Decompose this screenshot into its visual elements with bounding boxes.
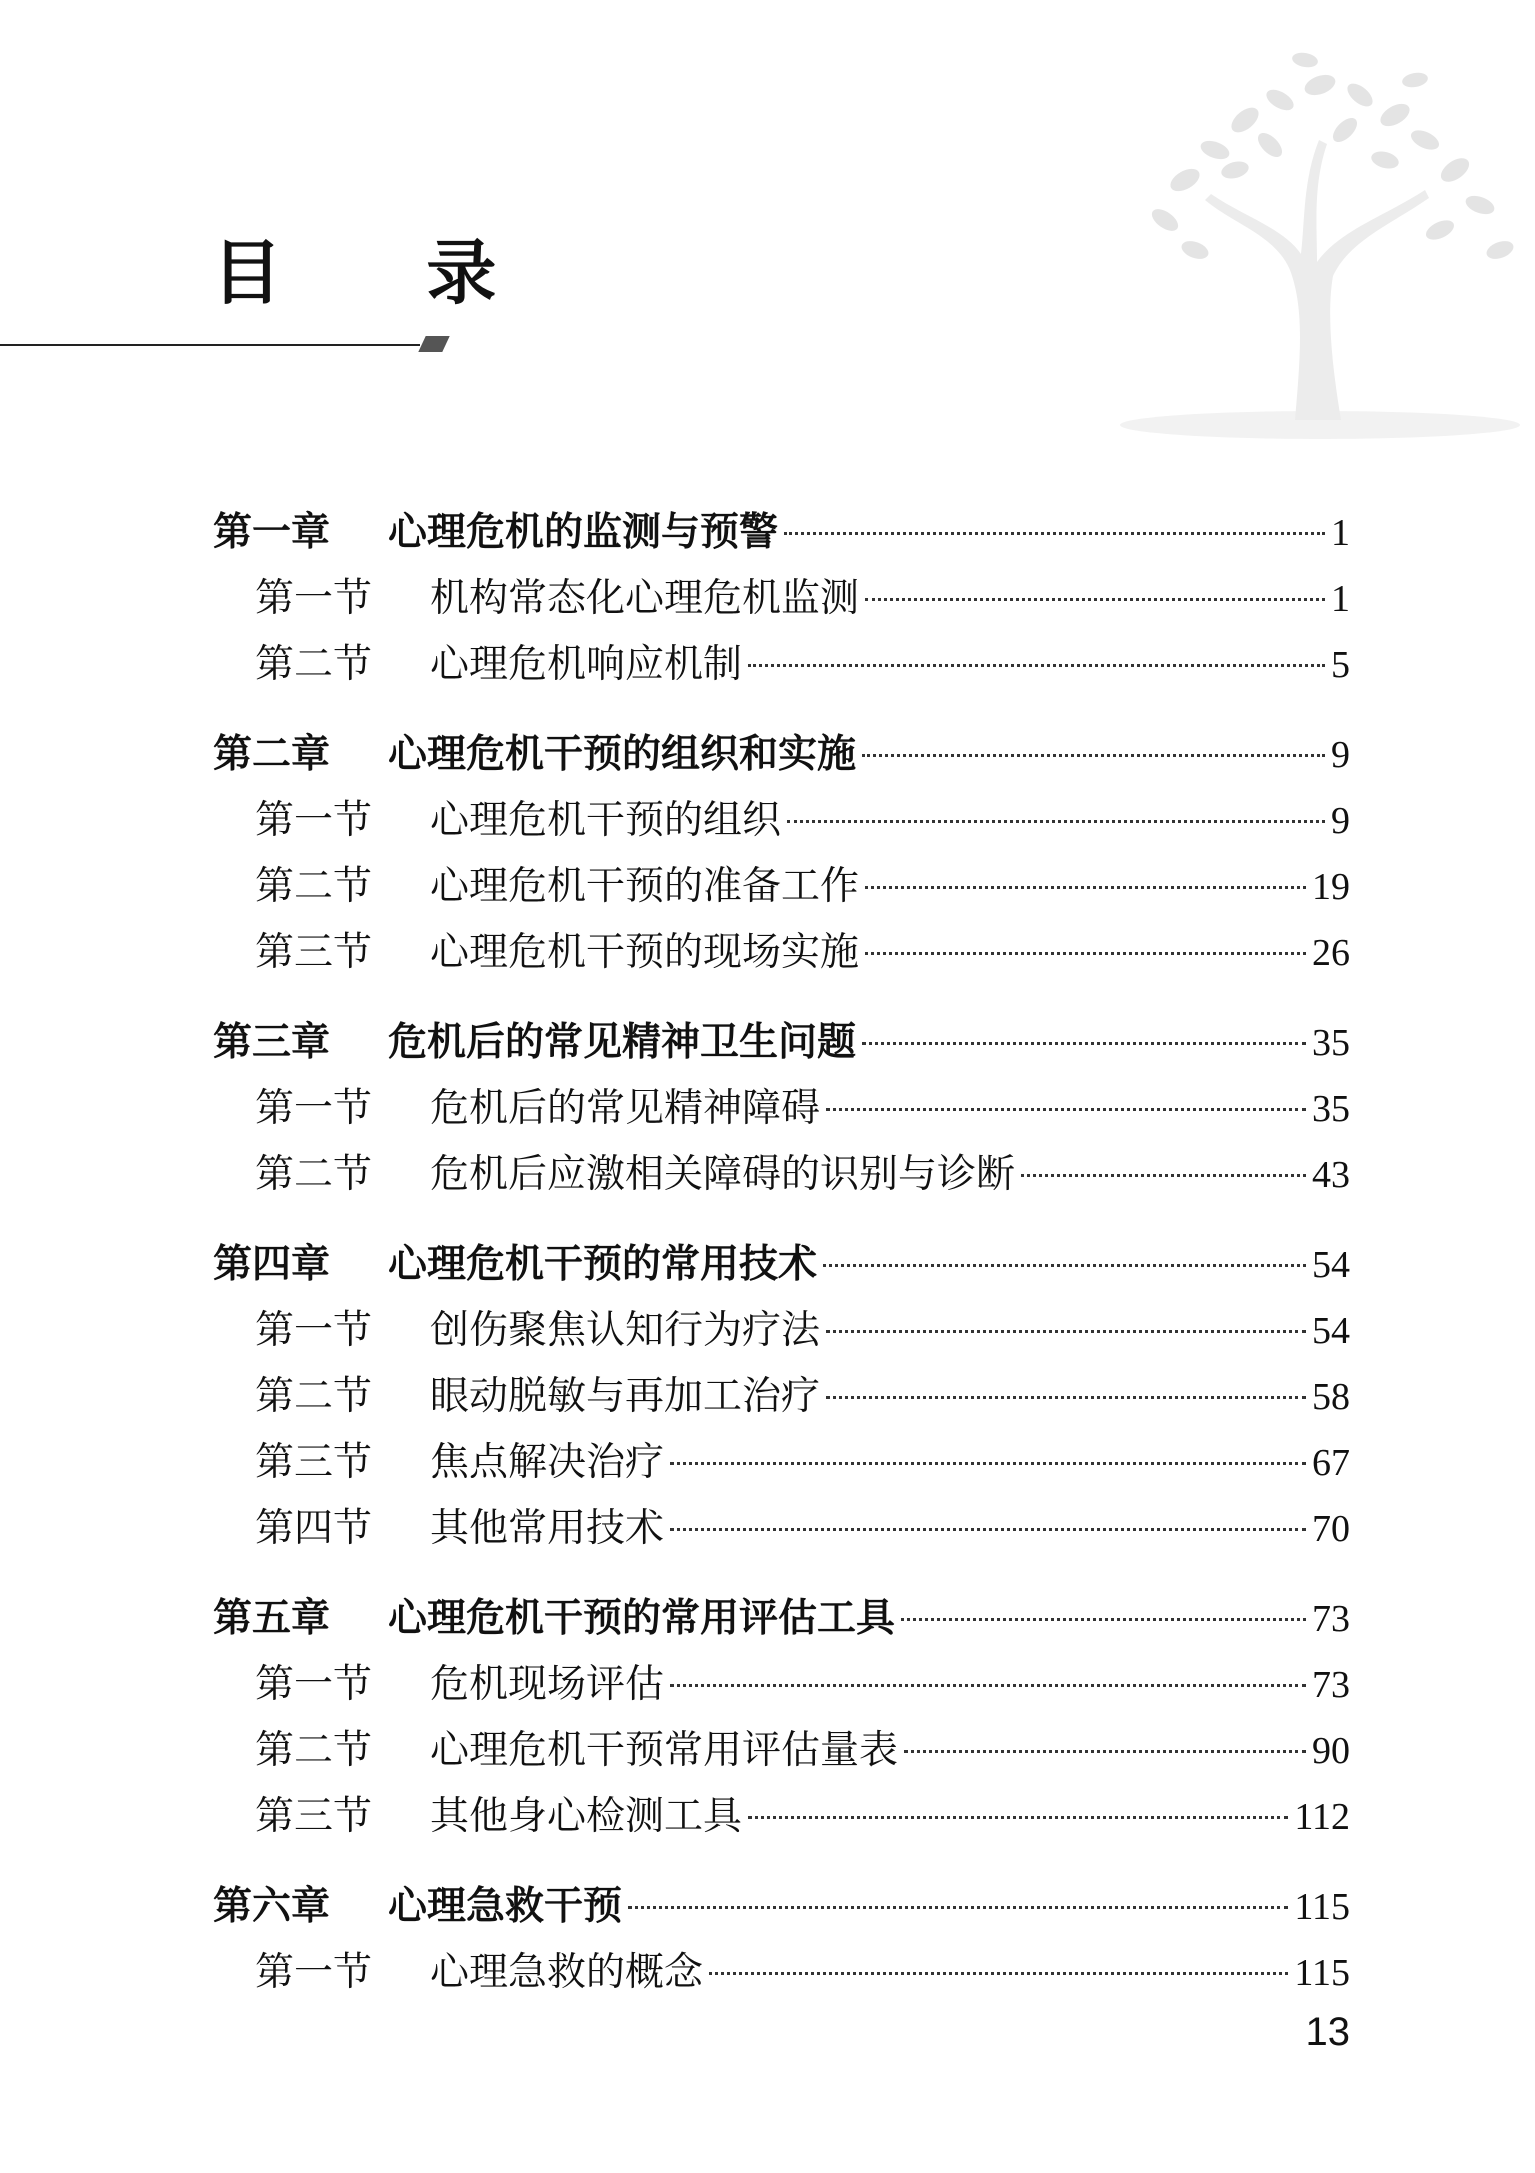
toc-section-number: 第一节 <box>255 798 373 843</box>
toc-section[interactable] <box>213 632 1350 698</box>
toc-section[interactable] <box>213 1940 1350 2006</box>
toc-chapter-number: 第三章 <box>213 1020 331 1065</box>
page-number: 13 <box>1305 2010 1350 2054</box>
chapter-group <box>213 1874 1350 2006</box>
toc-section-title: 危机后的常见精神障碍 <box>430 1086 821 1131</box>
toc-section-title: 危机后应激相关障碍的识别与诊断 <box>430 1152 1016 1197</box>
toc-chapter-page: 115 <box>1294 1886 1350 1928</box>
toc-section-page: 54 <box>1312 1310 1350 1352</box>
toc-section-page: 1 <box>1331 578 1350 620</box>
toc-chapter-title: 危机后的常见精神卫生问题 <box>388 1020 857 1065</box>
toc-section[interactable] <box>213 1364 1350 1430</box>
toc-chapter[interactable] <box>213 1586 1350 1652</box>
chapter-group <box>213 722 1350 986</box>
dot-leader <box>748 664 1325 667</box>
title-underline <box>0 344 420 346</box>
toc-section-title: 其他身心检测工具 <box>430 1794 743 1839</box>
title-underline-mark <box>418 336 449 352</box>
toc-section-number: 第二节 <box>255 1152 373 1197</box>
toc-section-page: 58 <box>1312 1376 1350 1418</box>
dot-leader <box>670 1462 1306 1465</box>
dot-leader <box>865 952 1306 955</box>
toc-chapter[interactable] <box>213 1232 1350 1298</box>
toc-chapter-title: 心理危机干预的常用评估工具 <box>388 1596 896 1641</box>
chapter-group <box>213 500 1350 698</box>
toc-section-page: 26 <box>1312 932 1350 974</box>
toc-section-page: 70 <box>1312 1508 1350 1550</box>
toc-chapter[interactable] <box>213 1874 1350 1940</box>
dot-leader <box>670 1684 1306 1687</box>
toc-section-title: 眼动脱敏与再加工治疗 <box>430 1374 821 1419</box>
dot-leader <box>709 1972 1288 1975</box>
dot-leader <box>787 820 1325 823</box>
toc-section[interactable] <box>213 920 1350 986</box>
dot-leader <box>901 1618 1306 1621</box>
toc-section-page: 90 <box>1312 1730 1350 1772</box>
toc-section-number: 第三节 <box>255 1440 373 1485</box>
toc-section-title: 危机现场评估 <box>430 1662 665 1707</box>
toc-chapter-title: 心理危机干预的常用技术 <box>388 1242 818 1287</box>
chapter-group <box>213 1232 1350 1562</box>
toc-section[interactable] <box>213 1784 1350 1850</box>
toc-section-number: 第二节 <box>255 864 373 909</box>
dot-leader <box>904 1750 1306 1753</box>
toc-section-page: 9 <box>1331 800 1350 842</box>
toc-section-title: 心理危机响应机制 <box>430 642 743 687</box>
toc-section[interactable] <box>213 1652 1350 1718</box>
dot-leader <box>826 1396 1306 1399</box>
toc-section[interactable] <box>213 1142 1350 1208</box>
table-of-contents <box>213 500 1350 2030</box>
toc-section-title: 心理危机干预常用评估量表 <box>430 1728 899 1773</box>
toc-chapter-page: 73 <box>1312 1598 1350 1640</box>
toc-chapter-title: 心理急救干预 <box>388 1884 623 1929</box>
toc-section-page: 35 <box>1312 1088 1350 1130</box>
toc-section[interactable] <box>213 788 1350 854</box>
toc-section-title: 其他常用技术 <box>430 1506 665 1551</box>
page-title: 目 录 <box>212 231 557 314</box>
toc-section-title: 机构常态化心理危机监测 <box>430 576 860 621</box>
toc-section-title: 心理危机干预的现场实施 <box>430 930 860 975</box>
toc-chapter-title: 心理危机的监测与预警 <box>388 510 779 555</box>
toc-section-number: 第四节 <box>255 1506 373 1551</box>
toc-section[interactable] <box>213 566 1350 632</box>
toc-chapter[interactable] <box>213 722 1350 788</box>
toc-section-number: 第三节 <box>255 930 373 975</box>
dot-leader <box>670 1528 1306 1531</box>
toc-chapter-page: 9 <box>1331 734 1350 776</box>
toc-section-page: 73 <box>1312 1664 1350 1706</box>
dot-leader <box>784 532 1325 535</box>
toc-chapter[interactable] <box>213 1010 1350 1076</box>
toc-chapter[interactable] <box>213 500 1350 566</box>
toc-section-number: 第二节 <box>255 1728 373 1773</box>
toc-section-title: 心理危机干预的组织 <box>430 798 782 843</box>
toc-section-number: 第一节 <box>255 576 373 621</box>
toc-section-number: 第一节 <box>255 1662 373 1707</box>
dot-leader <box>823 1264 1306 1267</box>
dot-leader <box>862 1042 1306 1045</box>
toc-section-title: 心理危机干预的准备工作 <box>430 864 860 909</box>
toc-chapter-page: 1 <box>1331 512 1350 554</box>
toc-section-title: 焦点解决治疗 <box>430 1440 665 1485</box>
toc-chapter-number: 第二章 <box>213 732 331 777</box>
toc-chapter-number: 第六章 <box>213 1884 331 1929</box>
dot-leader <box>826 1330 1306 1333</box>
dot-leader <box>865 886 1306 889</box>
dot-leader <box>865 598 1325 601</box>
toc-section-page: 5 <box>1331 644 1350 686</box>
toc-section-number: 第一节 <box>255 1950 373 1995</box>
toc-section-number: 第二节 <box>255 642 373 687</box>
toc-section[interactable] <box>213 1718 1350 1784</box>
toc-chapter-page: 35 <box>1312 1022 1350 1064</box>
toc-section[interactable] <box>213 1496 1350 1562</box>
toc-section-page: 43 <box>1312 1154 1350 1196</box>
chapter-group <box>213 1586 1350 1850</box>
dot-leader <box>862 754 1325 757</box>
dot-leader <box>628 1906 1288 1909</box>
dot-leader <box>1021 1174 1306 1177</box>
toc-section-title: 心理急救的概念 <box>430 1950 704 1995</box>
toc-section-page: 19 <box>1312 866 1350 908</box>
dot-leader <box>826 1108 1306 1111</box>
toc-chapter-title: 心理危机干预的组织和实施 <box>388 732 857 777</box>
toc-section-page: 112 <box>1294 1796 1350 1838</box>
toc-section-page: 67 <box>1312 1442 1350 1484</box>
chapter-group <box>213 1010 1350 1208</box>
toc-section[interactable] <box>213 1298 1350 1364</box>
toc-chapter-number: 第四章 <box>213 1242 331 1287</box>
toc-section-page: 115 <box>1294 1952 1350 1994</box>
toc-section-number: 第一节 <box>255 1086 373 1131</box>
toc-chapter-number: 第五章 <box>213 1596 331 1641</box>
toc-section-title: 创伤聚焦认知行为疗法 <box>430 1308 821 1353</box>
toc-section[interactable] <box>213 1430 1350 1496</box>
toc-section-number: 第二节 <box>255 1374 373 1419</box>
toc-section-number: 第三节 <box>255 1794 373 1839</box>
toc-section[interactable] <box>213 1076 1350 1142</box>
tree-illustration <box>1105 40 1535 440</box>
dot-leader <box>748 1816 1288 1819</box>
toc-chapter-number: 第一章 <box>213 510 331 555</box>
toc-section[interactable] <box>213 854 1350 920</box>
toc-section-number: 第一节 <box>255 1308 373 1353</box>
toc-chapter-page: 54 <box>1312 1244 1350 1286</box>
